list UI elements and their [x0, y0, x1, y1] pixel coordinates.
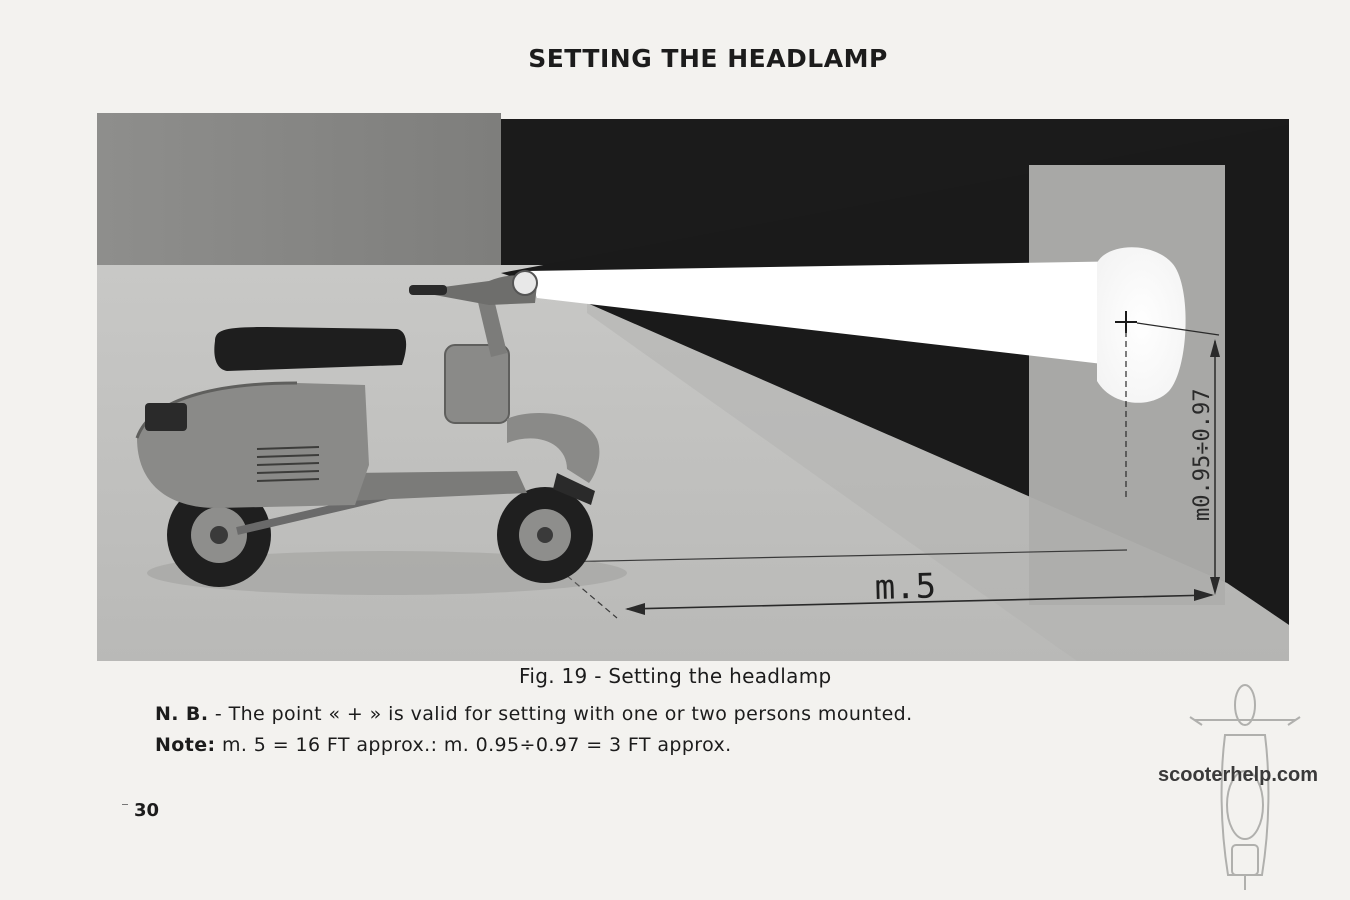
- height-label: m0.95÷0.97: [1190, 388, 1215, 521]
- scooter-headlamp: [513, 271, 537, 295]
- note-text: m. 5 = 16 FT approx.: m. 0.95÷0.97 = 3 FT approx.: [221, 734, 732, 756]
- watermark-text: scooterhelp.com: [1158, 764, 1319, 786]
- nb-label: N. B.: [155, 703, 209, 725]
- headlamp-figure: [97, 113, 1289, 661]
- page-title: SETTING THE HEADLAMP: [528, 44, 888, 73]
- conversion-note: [155, 734, 732, 756]
- background-wall: [97, 113, 501, 271]
- light-spot: [1097, 247, 1186, 403]
- nb-note: [155, 703, 913, 725]
- distance-label: m.5: [874, 566, 937, 608]
- scooter-seat: [214, 327, 406, 371]
- figure-caption: Fig. 19 - Setting the headlamp: [519, 664, 832, 688]
- note-label: Note:: [155, 734, 216, 756]
- page-number: 30: [134, 800, 160, 821]
- nb-text: - The point « + » is valid for setting with one or two persons mounted.: [214, 703, 913, 725]
